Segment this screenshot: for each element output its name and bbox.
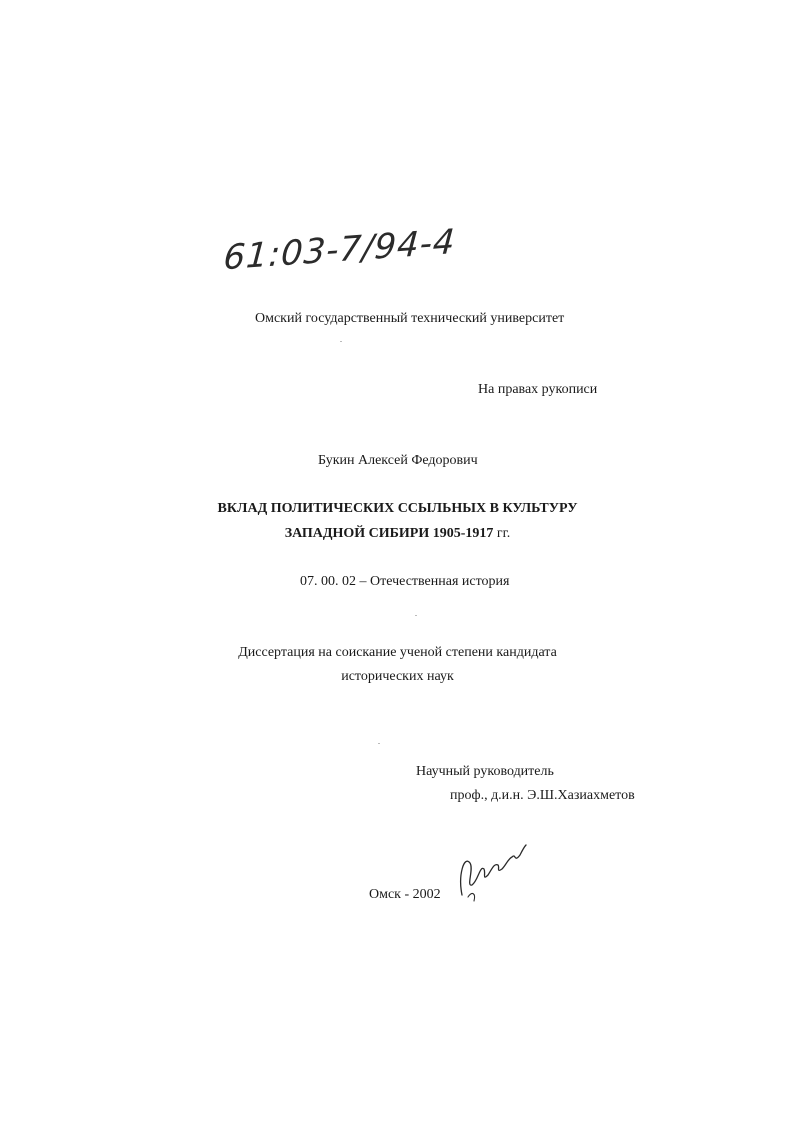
- title-line-2-text: ЗАПАДНОЙ СИБИРИ 1905-1917: [284, 526, 494, 541]
- specialty: 07. 00. 02 – Отечественная история: [300, 574, 510, 589]
- author-name: Букин Алексей Федорович: [318, 453, 478, 468]
- scan-speck: [378, 743, 380, 744]
- scan-speck: [415, 615, 417, 616]
- signature-mark: [450, 835, 530, 905]
- dissertation-line-1: Диссертация на соискание ученой степени кандидата: [238, 645, 557, 660]
- title-line-2: [0, 525, 795, 543]
- title-line-1: ВКЛАД ПОЛИТИЧЕСКИХ ССЫЛЬНЫХ В КУЛЬТУРУ: [217, 501, 578, 516]
- rights-note: На правах рукописи: [478, 382, 598, 397]
- dissertation-line-2: исторических наук: [341, 669, 454, 684]
- scan-speck: [340, 341, 342, 342]
- university-name: Омский государственный технический университет: [255, 311, 565, 326]
- city-year: Омск - 2002: [369, 887, 441, 902]
- supervisor-label: Научный руководитель: [416, 764, 554, 779]
- handwritten-catalog-number: 61:03-7/94-4: [222, 221, 457, 279]
- title-suffix: гг.: [493, 526, 511, 541]
- supervisor-name: проф., д.и.н. Э.Ш.Хазиахметов: [450, 788, 635, 803]
